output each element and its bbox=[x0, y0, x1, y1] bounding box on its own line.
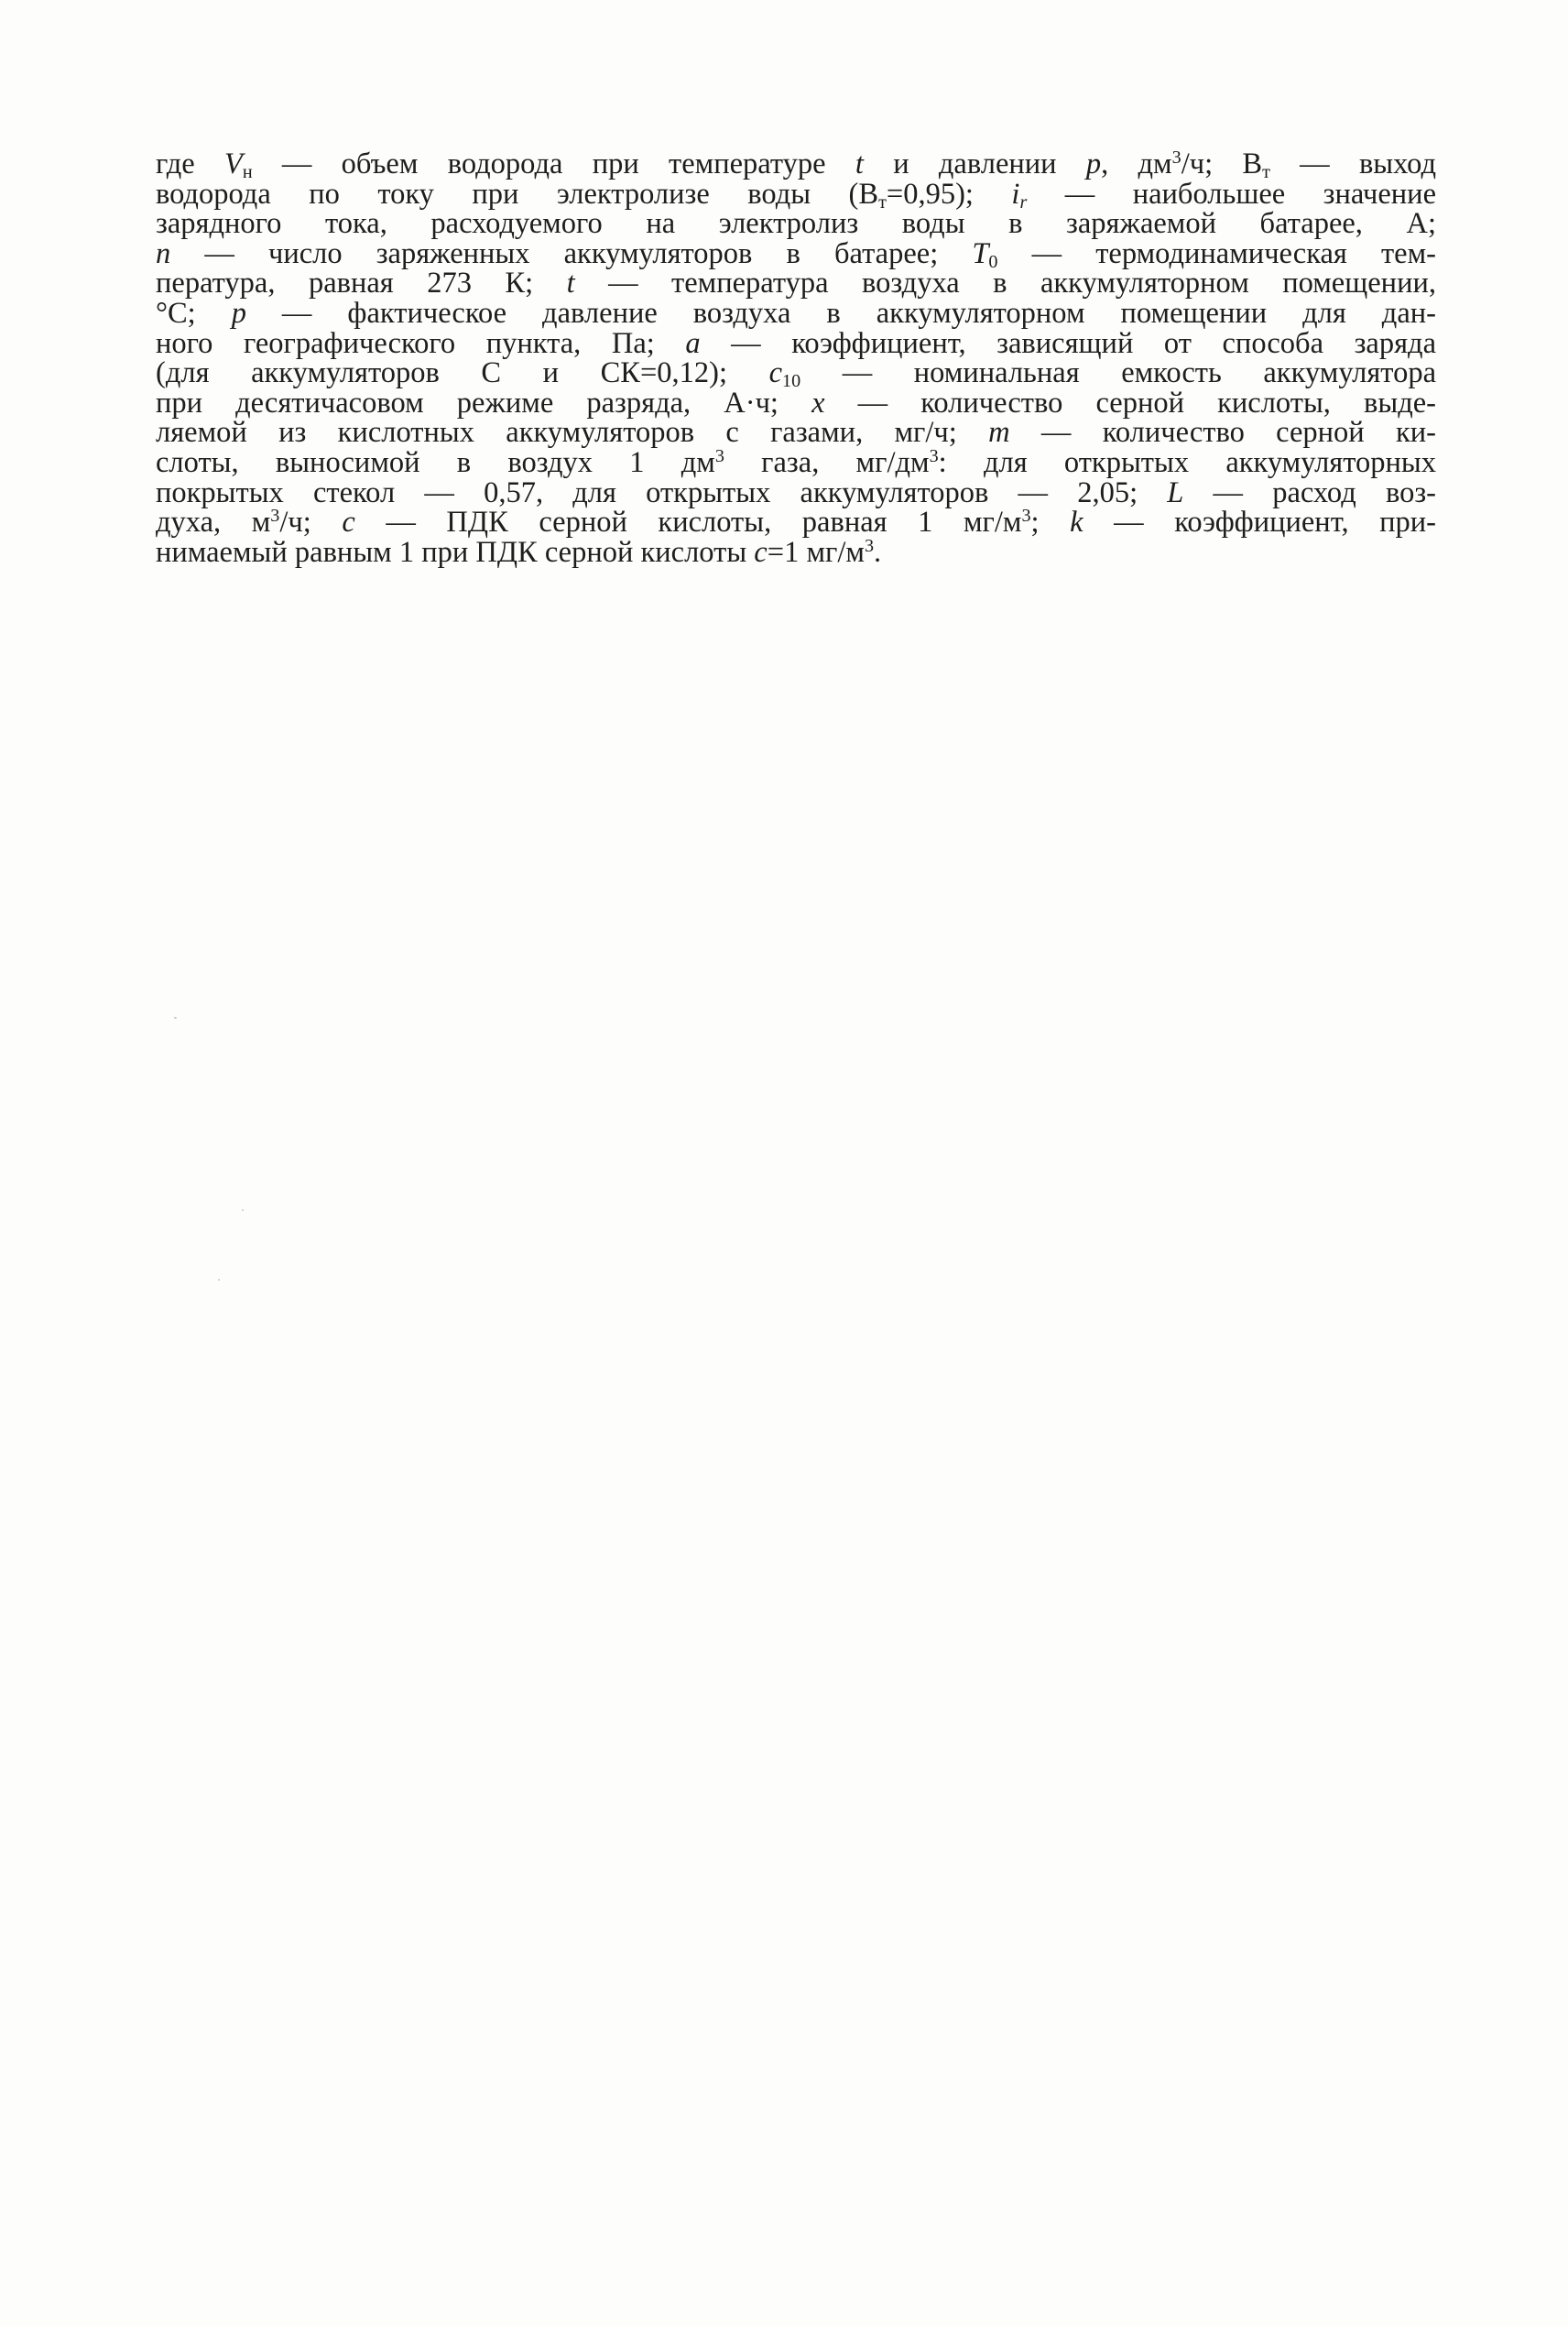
text-run: газа, мг/дм bbox=[724, 445, 930, 479]
math-symbol: c bbox=[342, 506, 355, 540]
text-run: при десятичасовом режиме разряда, А·ч; bbox=[156, 386, 812, 420]
text-run: зарядного тока, расходуемого на электролиз воды в заряжаемой батарее, А; bbox=[156, 207, 1436, 241]
text-run: — выход bbox=[1269, 147, 1436, 180]
math-symbol: L bbox=[1167, 475, 1184, 509]
text-run: /ч; В bbox=[1181, 147, 1263, 180]
superscript: 3 bbox=[1021, 506, 1031, 527]
text-run: нимаемый равным 1 при ПДК серной кислоты bbox=[156, 535, 755, 569]
text-run: где bbox=[156, 147, 224, 180]
text-run: (для аккумуляторов С и СК=0,12); bbox=[156, 356, 769, 390]
text-run: — число заряженных аккумуляторов в батарее; bbox=[170, 236, 973, 270]
math-symbol: T bbox=[972, 236, 989, 270]
subscript: r bbox=[1019, 191, 1028, 213]
text-run: — расход воз- bbox=[1183, 475, 1436, 509]
text-run: слоты, выносимой в воздух 1 дм bbox=[156, 445, 715, 479]
text-run: ; bbox=[1030, 506, 1071, 540]
text-run: — наибольшее значение bbox=[1027, 177, 1437, 211]
body-paragraph bbox=[156, 149, 1436, 567]
superscript: 3 bbox=[270, 506, 280, 527]
math-symbol: x bbox=[811, 386, 825, 420]
math-symbol: t bbox=[566, 267, 575, 300]
text-line bbox=[156, 236, 1436, 272]
subscript: н bbox=[242, 162, 253, 183]
scan-speck bbox=[218, 1279, 220, 1281]
text-line bbox=[156, 508, 1436, 538]
text-run: — коэффициент, зависящий от способа заряда bbox=[700, 326, 1436, 360]
text-run: — ПДК серной кислоты, равная 1 мг/м bbox=[354, 506, 1022, 540]
math-symbol: a bbox=[685, 326, 701, 360]
scan-speck bbox=[242, 1209, 244, 1211]
math-symbol: V bbox=[223, 147, 243, 180]
math-symbol: m bbox=[988, 416, 1010, 450]
text-run: — номинальная емкость аккумулятора bbox=[800, 356, 1437, 390]
subscript: 10 bbox=[782, 371, 801, 392]
superscript: 3 bbox=[714, 445, 724, 466]
text-line bbox=[156, 445, 1436, 479]
text-run: пература, равная 273 К; bbox=[156, 267, 567, 300]
text-line bbox=[156, 418, 1436, 448]
math-symbol: c bbox=[754, 535, 768, 569]
text-run: — количество серной ки- bbox=[1009, 416, 1436, 450]
text-run: покрытых стекол — 0,57, для открытых аккумуляторов — 2,05; bbox=[156, 475, 1168, 509]
text-run: — количество серной кислоты, выде- bbox=[824, 386, 1436, 420]
text-line bbox=[156, 326, 1436, 360]
superscript: 3 bbox=[864, 535, 875, 556]
text-run: ного географического пункта, Па; bbox=[156, 326, 686, 360]
text-line bbox=[156, 268, 1436, 299]
text-line bbox=[156, 388, 1436, 419]
text-line bbox=[156, 209, 1436, 239]
text-run: =0,95); bbox=[886, 177, 1012, 211]
text-line bbox=[156, 296, 1436, 330]
math-symbol: p bbox=[1085, 147, 1102, 180]
subscript: т bbox=[1262, 162, 1270, 183]
text-run: /ч; bbox=[279, 506, 343, 540]
math-symbol: t bbox=[855, 147, 864, 180]
text-line bbox=[156, 177, 1437, 213]
math-symbol: p bbox=[231, 296, 246, 330]
text-run: — температура воздуха в аккумуляторном помещении, bbox=[574, 267, 1436, 300]
text-run: духа, м bbox=[156, 506, 271, 540]
text-run: . bbox=[874, 535, 882, 569]
math-symbol: c bbox=[768, 356, 782, 390]
text-line bbox=[156, 535, 1436, 569]
math-symbol: n bbox=[156, 236, 171, 270]
text-line bbox=[156, 475, 1436, 509]
text-run: =1 мг/м bbox=[767, 535, 865, 569]
superscript: 3 bbox=[929, 445, 939, 466]
math-symbol: k bbox=[1070, 506, 1083, 540]
text-run: — объем водорода при температуре bbox=[252, 147, 855, 180]
text-line bbox=[156, 356, 1437, 392]
text-run: , дм bbox=[1101, 147, 1172, 180]
text-run: °С; bbox=[156, 296, 232, 330]
scan-speck bbox=[174, 1017, 177, 1019]
text-run: — термодинамическая тем- bbox=[997, 236, 1436, 270]
text-run: — коэффициент, при- bbox=[1083, 506, 1437, 540]
text-run: и давлении bbox=[863, 147, 1086, 180]
math-symbol: i bbox=[1011, 177, 1020, 211]
text-run: — фактическое давление воздуха в аккумуляторном помещении для дан- bbox=[245, 296, 1436, 330]
text-line bbox=[156, 147, 1436, 183]
superscript: 3 bbox=[1171, 147, 1181, 168]
text-run: водорода по току при электролизе воды (В bbox=[156, 177, 879, 211]
subscript: т bbox=[878, 191, 887, 213]
subscript: 0 bbox=[988, 251, 998, 272]
text-run: ляемой из кислотных аккумуляторов с газами, мг/ч; bbox=[156, 416, 989, 450]
text-run: : для открытых аккумуляторных bbox=[938, 445, 1436, 479]
